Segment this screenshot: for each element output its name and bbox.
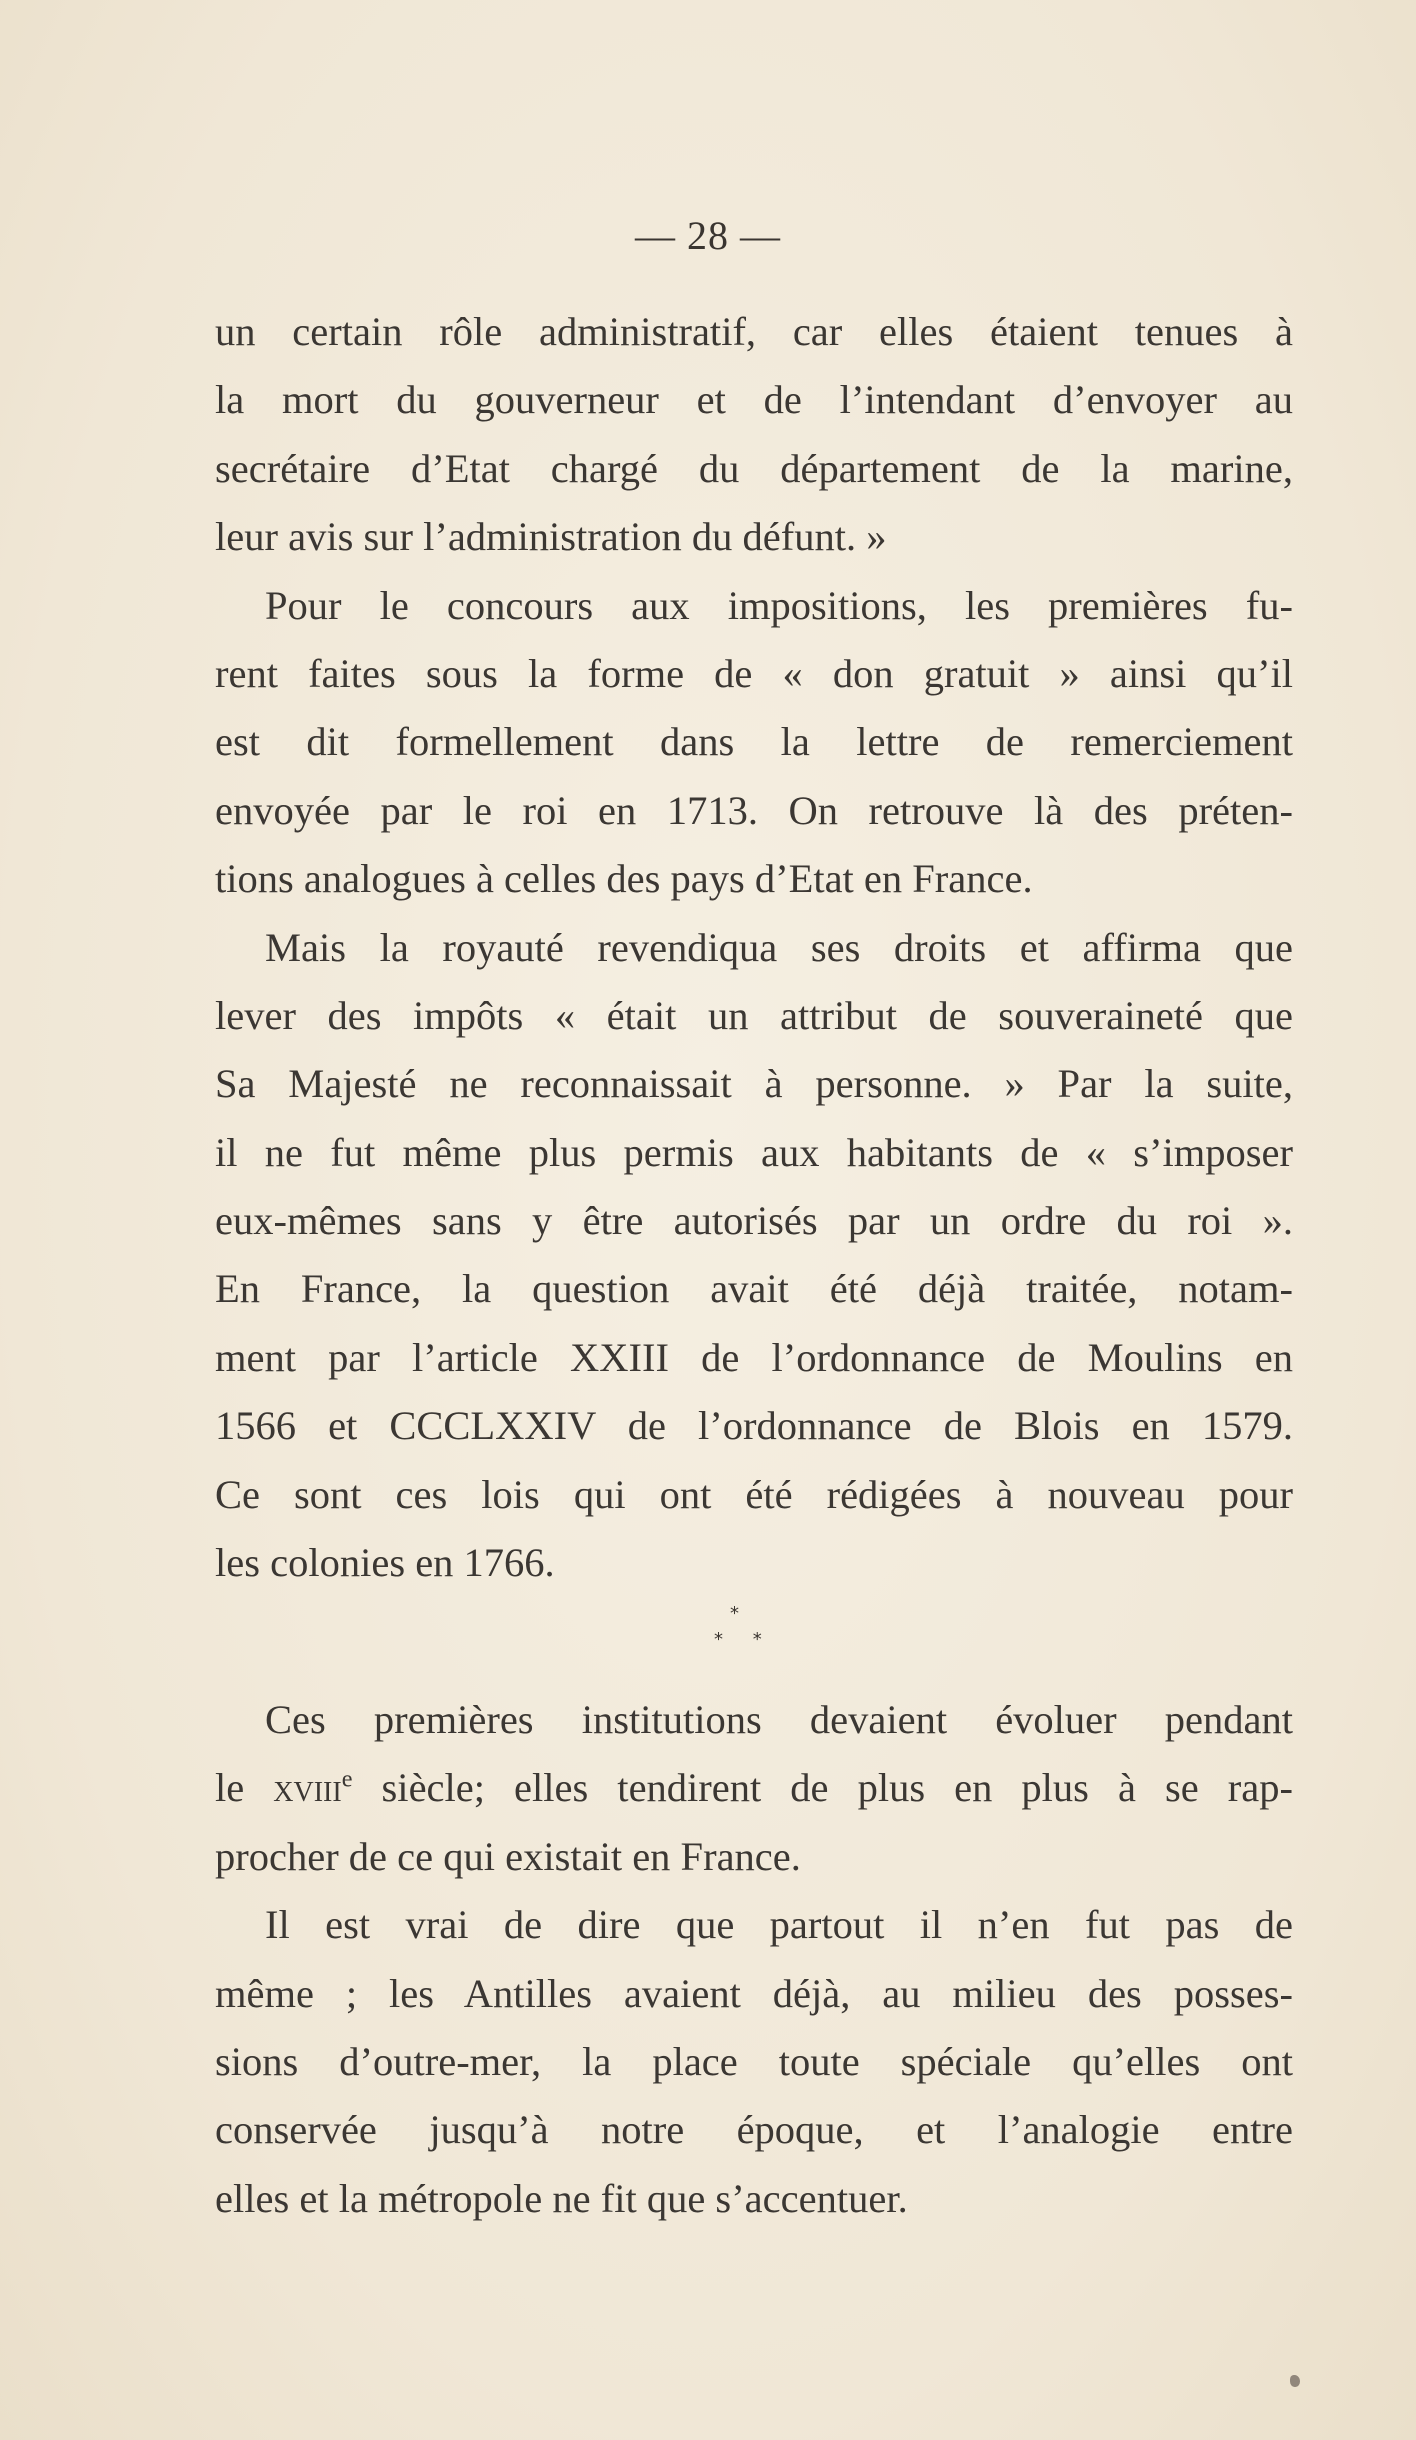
- text-line: il ne fut même plus permis aux habitants de « s’imposer: [215, 1129, 1293, 1175]
- text-line: même ; les Antilles avaient déjà, au milieu des posses-: [215, 1970, 1293, 2016]
- superscript: e: [341, 1765, 353, 1793]
- ink-spot: [1290, 2375, 1300, 2387]
- separator-stars-bottom: * *: [714, 1629, 774, 1650]
- text-line: Sa Majesté ne reconnaissait à personne. » Par la suite,: [215, 1061, 1293, 1107]
- text-line: 1566 et CCCLXXIV de l’ordonnance de Blois en 1579.: [215, 1403, 1293, 1449]
- text-line: Il est vrai de dire que partout il n’en fut pas de: [265, 1902, 1293, 1948]
- text-line: Ce sont ces lois qui ont été rédigées à nouveau pour: [215, 1471, 1293, 1517]
- text-line: lever des impôts « était un attribut de souveraineté que: [215, 992, 1293, 1038]
- text-line: Pour le concours aux impositions, les premières fu-: [265, 582, 1293, 628]
- text-line: leur avis sur l’administration du défunt. »: [215, 514, 887, 560]
- page-number: — 28 —: [635, 213, 781, 258]
- text-line: est dit formellement dans la lettre de remerciement: [215, 719, 1293, 765]
- separator-star-top: *: [730, 1603, 739, 1624]
- text-line: rent faites sous la forme de « don gratuit » ainsi qu’il: [215, 650, 1293, 696]
- text-line: Ces premières institutions devaient évoluer pendant: [265, 1697, 1293, 1742]
- text-line: envoyée par le roi en 1713. On retrouve là des préten-: [215, 787, 1293, 833]
- text-block-2: [215, 1686, 1293, 2233]
- text-fragment: siècle; elles tendirent de plus en plus à se rap-: [352, 1765, 1293, 1811]
- text-line: tions analogues à celles des pays d’Etat en France.: [215, 856, 1033, 902]
- century-numeral: xviii: [273, 1765, 342, 1811]
- text-line: un certain rôle administratif, car elles étaient tenues à: [215, 309, 1293, 354]
- text-line: [215, 1754, 1293, 1822]
- text-block-1: [215, 298, 1293, 1597]
- text-line: elles et la métropole ne fit que s’accentuer.: [215, 2175, 908, 2221]
- text-line: sions d’outre-mer, la place toute spéciale qu’elles ont: [215, 2038, 1293, 2084]
- text-line: eux-mêmes sans y être autorisés par un ordre du roi ».: [215, 1198, 1293, 1244]
- text-line: conservée jusqu’à notre époque, et l’analogie entre: [215, 2107, 1293, 2153]
- text-line: la mort du gouverneur et de l’intendant d’envoyer au: [215, 377, 1293, 423]
- text-line: Mais la royauté revendiqua ses droits et affirma que: [265, 924, 1293, 970]
- text-line: procher de ce qui existait en France.: [215, 1833, 801, 1879]
- text-line: secrétaire d’Etat chargé du département de la marine,: [215, 445, 1293, 491]
- text-line: En France, la question avait été déjà traitée, notam-: [215, 1266, 1293, 1312]
- text-line: les colonies en 1766.: [215, 1540, 555, 1586]
- text-fragment: le: [215, 1765, 274, 1811]
- section-separator: [0, 1603, 1416, 1663]
- text-line: ment par l’article XXIII de l’ordonnance de Moulins en: [215, 1334, 1293, 1380]
